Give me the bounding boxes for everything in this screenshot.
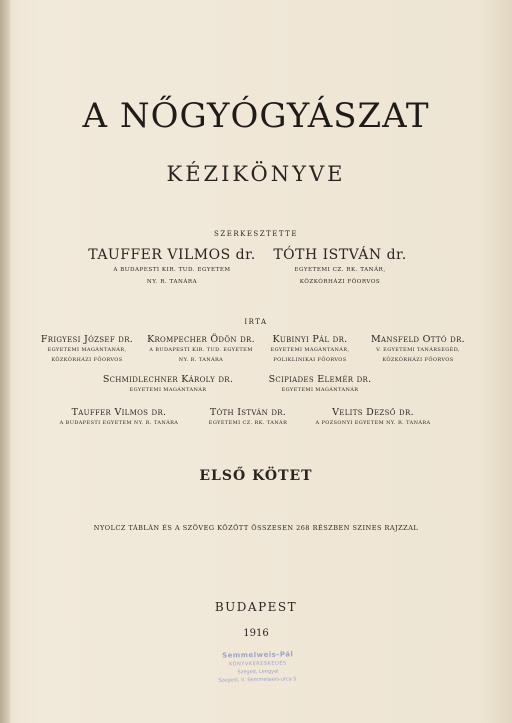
editor-affiliation: EGYETEMI CZ. RK. TANÁR, — [294, 267, 386, 273]
author-name: Tauffer Vilmos dr. — [71, 407, 167, 418]
author-affiliation: POLIKLINIKAI FŐORVOS — [273, 357, 347, 363]
author-affiliation: KÖZKÓRHÁZI FŐORVOS — [51, 357, 123, 363]
author-name: Mansfeld Ottó dr. — [371, 334, 465, 345]
bookseller-stamp — [196, 650, 321, 690]
stamp-line: Szeged, Lengyel — [237, 668, 279, 676]
publication-place: BUDAPEST — [214, 600, 298, 614]
book-subtitle: KÉZIKÖNYVE — [166, 162, 346, 186]
volume-label: ELSŐ KÖTET — [199, 468, 313, 484]
stamp-line: Szegedi, II. Semmelweis-utca 5. — [218, 676, 299, 684]
author-5 — [88, 374, 248, 395]
book-title: A NŐGYÓGYÁSZAT — [82, 96, 430, 136]
editor-1 — [82, 247, 262, 287]
author-6 — [250, 374, 390, 395]
author-name: Frigyesi József dr. — [40, 334, 134, 345]
author-name: Schmidlechner Károly dr. — [102, 374, 234, 385]
author-affiliation: EGYETEMI MAGÁNTANÁR — [281, 387, 359, 393]
author-affiliation: A BUDAPESTI KIR. TUD. EGYETEM — [149, 347, 253, 353]
stamp-line: Semmelweis-Pál — [222, 650, 294, 660]
publication-year: 1916 — [243, 628, 269, 639]
author-affiliation: EGYETEMI MAGÁNTANÁR, — [47, 347, 127, 353]
author-affiliation: A BUDAPESTI EGYETEM NY. R. TANÁRA — [59, 420, 179, 426]
written-by-label: IRTA — [244, 318, 268, 326]
author-name: Krompecher Ödön dr. — [147, 334, 255, 345]
author-8 — [188, 407, 308, 428]
author-affiliation: EGYETEMI CZ. RK. TANÁR — [208, 420, 288, 426]
author-affiliation: KÖZKÓRHÁZI FŐORVOS — [382, 357, 454, 363]
author-name: Kubinyi Pál dr. — [272, 334, 348, 345]
editor-affiliation: NY. R. TANÁRA — [146, 279, 198, 285]
author-2 — [142, 334, 260, 365]
author-9 — [298, 407, 448, 428]
editor-2 — [260, 247, 420, 287]
editor-name: TAUFFER VILMOS dr. — [88, 247, 256, 263]
author-1 — [28, 334, 146, 365]
editor-affiliation: A BUDAPESTI KIR. TUD. EGYETEM — [113, 267, 231, 273]
author-affiliation: EGYETEMI MAGÁNTANÁR, — [270, 347, 350, 353]
illustration-description: NYOLCZ TÁBLÁN ÉS A SZÖVEG KÖZÖTT ÖSSZESEN 268 RÉSZBEN SZINES RAJZZAL — [93, 524, 419, 532]
edited-by-label: SZERKESZTETTE — [214, 230, 298, 238]
editor-affiliation: KÖZKÓRHÁZI FŐORVOS — [299, 279, 381, 285]
author-affiliation: A POZSONYI EGYETEM NY. R. TANÁRA — [315, 420, 431, 426]
author-affiliation: V. EGYETEMI TANÁRSEGÉD, — [376, 347, 460, 353]
stamp-line: KÖNYVKERESKEDÉS — [229, 660, 287, 668]
author-3 — [256, 334, 364, 365]
author-name: Tóth István dr. — [209, 407, 287, 418]
author-name: Scipiades Elemér dr. — [268, 374, 372, 385]
author-name: Velits Dezső dr. — [332, 407, 414, 418]
author-affiliation: EGYETEMI MAGÁNTANÁR — [129, 387, 207, 393]
author-7 — [44, 407, 194, 428]
editor-name: TÓTH ISTVÁN dr. — [273, 247, 407, 263]
author-affiliation: NY. R. TANÁRA — [178, 357, 224, 363]
author-4 — [358, 334, 478, 365]
